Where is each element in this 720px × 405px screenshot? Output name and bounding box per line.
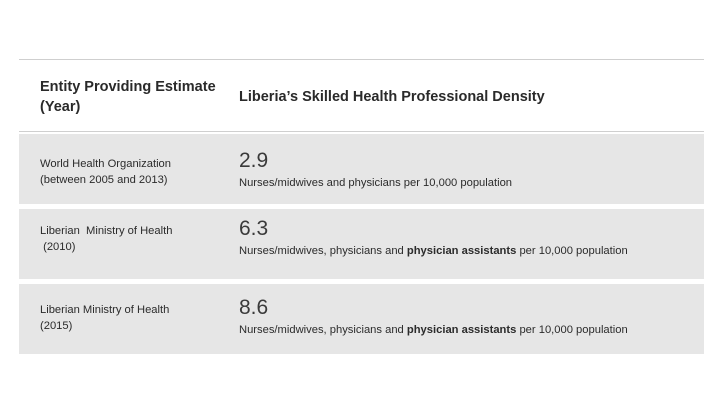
table-row xyxy=(19,209,704,279)
entity-year: (2015) xyxy=(40,320,73,332)
entity-cell xyxy=(19,284,239,334)
density-cell xyxy=(239,209,704,259)
entity-year: (between 2005 and 2013) xyxy=(40,174,168,186)
entity-name: Liberian Ministry of Health xyxy=(40,225,173,237)
header-density-label: Liberia’s Skilled Health Professional Density xyxy=(239,89,545,105)
header-cell-density xyxy=(239,60,704,107)
table-header-row xyxy=(19,60,704,132)
header-entity-label: Entity Providing Estimate (Year) xyxy=(40,79,216,115)
density-description: Nurses/midwives, physicians and physician assistants per 10,000 population xyxy=(239,245,628,257)
density-cell xyxy=(239,284,704,338)
density-value: 8.6 xyxy=(239,296,269,319)
entity-year: (2010) xyxy=(40,241,76,253)
header-cell-entity xyxy=(19,60,239,117)
density-value: 6.3 xyxy=(239,217,269,240)
density-value: 2.9 xyxy=(239,149,269,172)
table-row xyxy=(19,284,704,354)
density-table xyxy=(19,59,704,354)
entity-cell xyxy=(19,134,239,188)
density-description: Nurses/midwives and physicians per 10,000 population xyxy=(239,177,513,189)
entity-cell xyxy=(19,209,239,255)
density-description: Nurses/midwives, physicians and physician assistants per 10,000 population xyxy=(239,324,628,336)
entity-name: Liberian Ministry of Health xyxy=(40,304,170,316)
table-row xyxy=(19,134,704,204)
entity-name: World Health Organization xyxy=(40,158,171,170)
density-cell xyxy=(239,134,704,191)
